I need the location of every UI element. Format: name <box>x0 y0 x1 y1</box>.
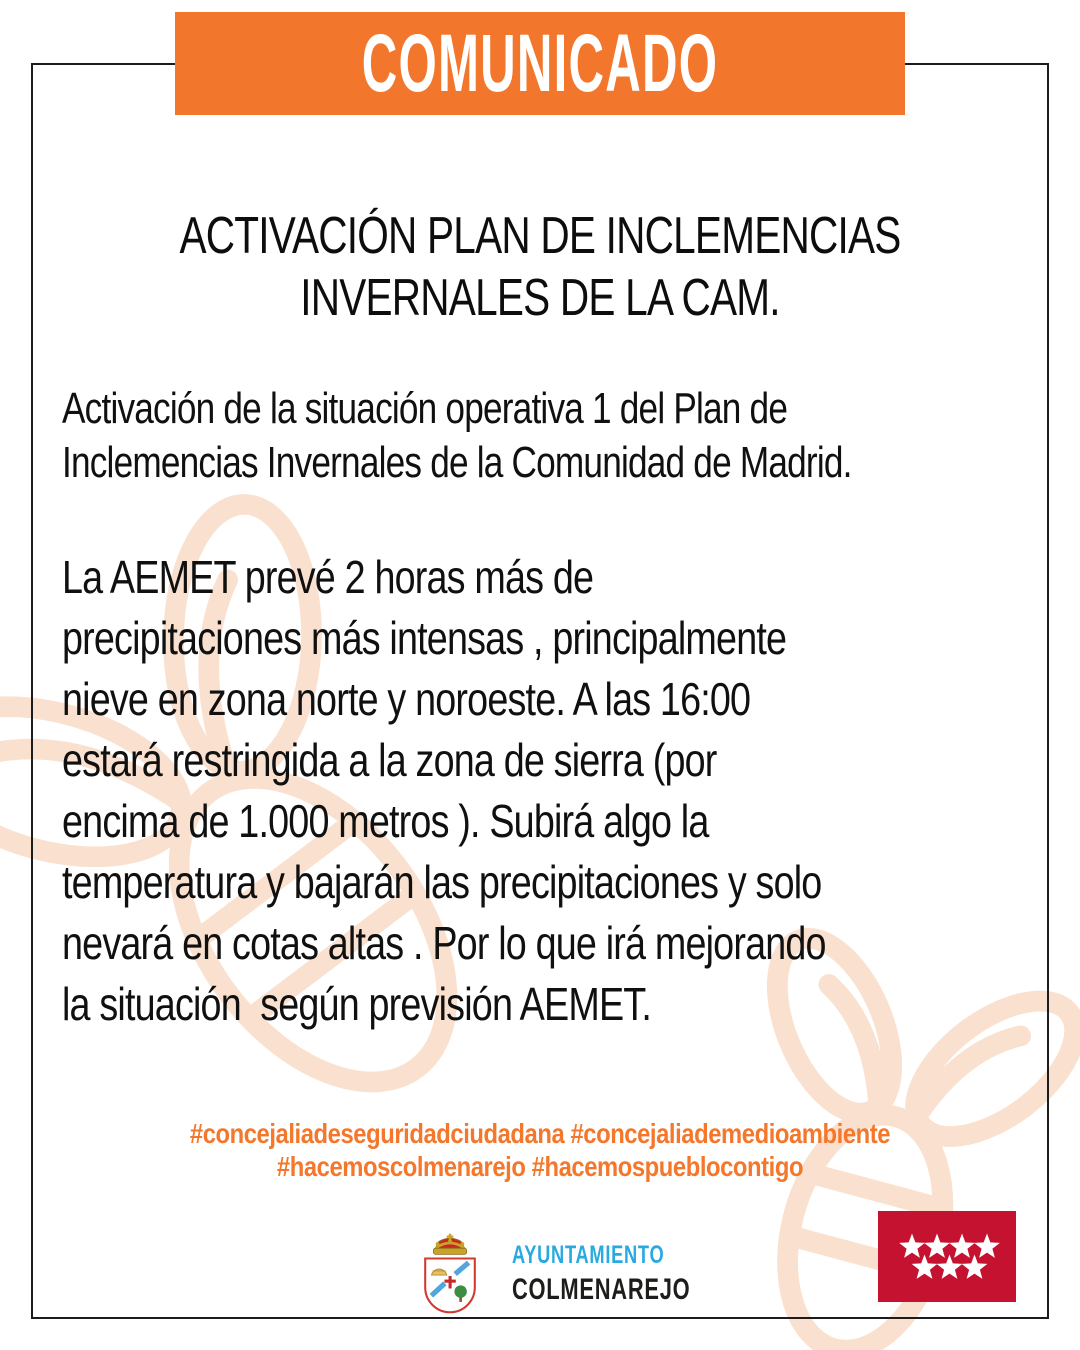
title-line-2: INVERNALES DE LA CAM. <box>300 269 780 327</box>
intro-line-1: Activación de la situación operativa 1 del Plan de <box>62 384 788 433</box>
forecast-line-3: nieve en zona norte y noroeste. A las 16:00 <box>62 673 751 725</box>
forecast-line-4: estará restringida a la zona de sierra (por <box>62 734 717 786</box>
intro-paragraph <box>62 382 1049 490</box>
title-line-1: ACTIVACIÓN PLAN DE INCLEMENCIAS <box>179 207 901 265</box>
banner-title: COMUNICADO <box>361 17 719 109</box>
colmenarejo-label: COLMENAREJO <box>512 1273 691 1306</box>
forecast-line-5: encima de 1.000 metros ). Subirá algo la <box>62 795 709 847</box>
forecast-line-7: nevará en cotas altas . Por lo que irá mejorando <box>62 917 826 969</box>
hashtags-block <box>33 1117 1047 1183</box>
hashtags-line-2: #hacemoscolmenarejo #hacemospueblocontigo <box>276 1151 804 1182</box>
page-title <box>33 205 1047 329</box>
forecast-line-6: temperatura y bajarán las precipitaciones y solo <box>62 856 822 908</box>
forecast-paragraph <box>62 547 993 1035</box>
forecast-line-8: la situación según previsión AEMET. <box>62 978 652 1030</box>
comunidad-de-madrid-flag-icon <box>878 1211 1016 1302</box>
forecast-line-1: La AEMET prevé 2 horas más de <box>62 551 594 603</box>
town-label-block <box>512 1241 756 1307</box>
ayuntamiento-label: AYUNTAMIENTO <box>512 1241 665 1269</box>
colmenarejo-crest-icon <box>419 1233 481 1315</box>
hashtags-line-1: #concejaliadeseguridadciudadana #concejaliademedioambiente <box>189 1118 891 1149</box>
forecast-line-2: precipitaciones más intensas , principalmente <box>62 612 787 664</box>
intro-line-2: Inclemencias Invernales de la Comunidad de Madrid. <box>62 438 852 487</box>
comunicado-banner <box>175 12 905 115</box>
